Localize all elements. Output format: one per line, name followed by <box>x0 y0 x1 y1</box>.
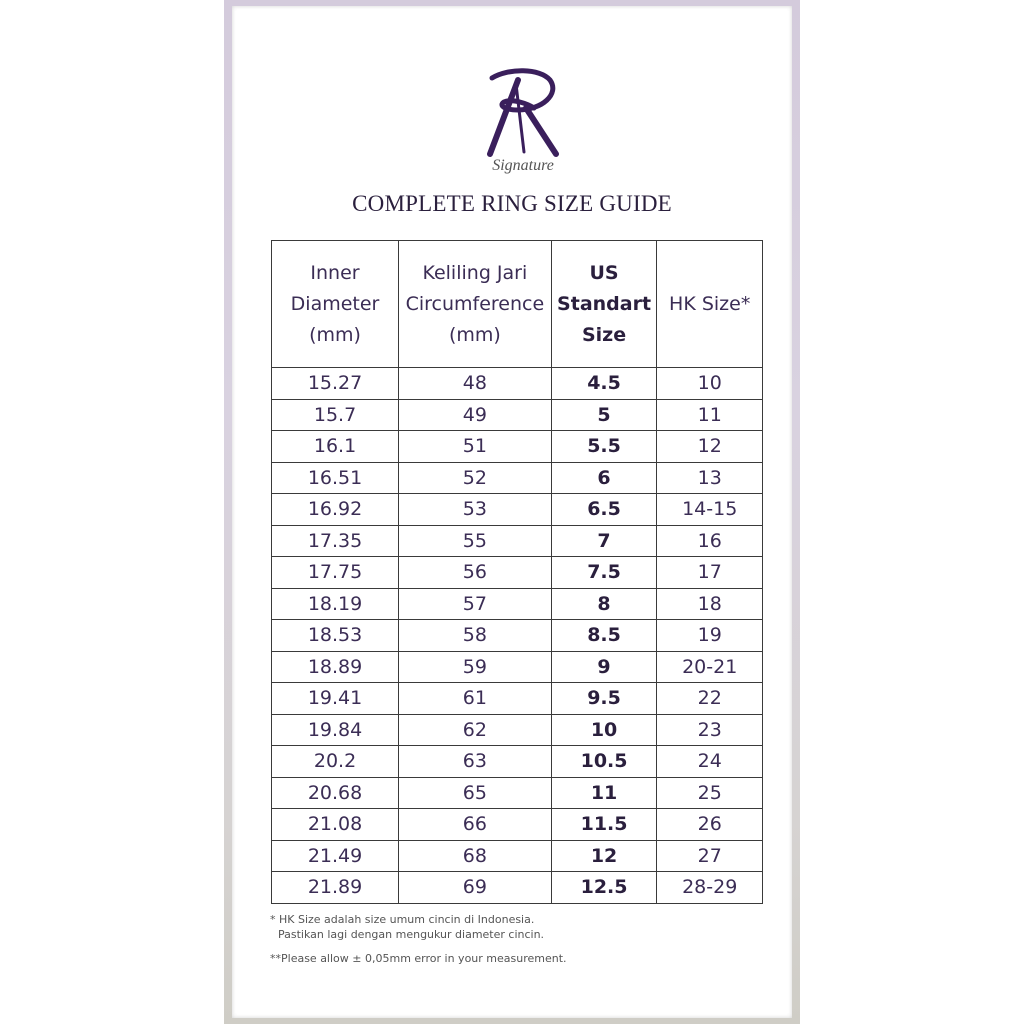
ar-monogram-logo-icon <box>478 66 568 176</box>
header-text: Size <box>581 323 627 346</box>
cell-us-size: 10.5 <box>551 746 657 778</box>
cell-inner-diameter: 18.89 <box>272 651 399 683</box>
cell-inner-diameter: 16.51 <box>272 462 399 494</box>
cell-circumference: 66 <box>399 809 552 841</box>
cell-circumference: 56 <box>399 557 552 589</box>
cell-us-size: 7 <box>551 525 657 557</box>
cell-us-size: 8 <box>551 588 657 620</box>
header-text: Diameter <box>290 292 380 315</box>
table-header-row <box>272 241 763 368</box>
cell-us-size: 12 <box>551 840 657 872</box>
column-header-inner-diameter <box>272 241 399 368</box>
cell-inner-diameter: 15.27 <box>272 368 399 400</box>
header-text: Keliling Jari <box>422 261 528 284</box>
column-header-us-size <box>551 241 657 368</box>
footnote-hk-size-cont: Pastikan lagi dengan mengukur diameter cincin. <box>278 928 545 941</box>
table-row <box>272 840 763 872</box>
table-row <box>272 494 763 526</box>
cell-circumference: 59 <box>399 651 552 683</box>
cell-inner-diameter: 17.75 <box>272 557 399 589</box>
cell-circumference: 68 <box>399 840 552 872</box>
table-row <box>272 399 763 431</box>
column-header-hk-size <box>657 241 763 368</box>
cell-us-size: 9 <box>551 651 657 683</box>
cell-us-size: 6.5 <box>551 494 657 526</box>
header-text: (mm) <box>309 323 361 346</box>
cell-inner-diameter: 19.41 <box>272 683 399 715</box>
cell-inner-diameter: 16.1 <box>272 431 399 463</box>
cell-us-size: 7.5 <box>551 557 657 589</box>
table-row <box>272 714 763 746</box>
table-row <box>272 809 763 841</box>
cell-hk-size: 17 <box>657 557 763 589</box>
cell-hk-size: 14-15 <box>657 494 763 526</box>
cell-us-size: 8.5 <box>551 620 657 652</box>
table-row <box>272 683 763 715</box>
table-row <box>272 462 763 494</box>
cell-circumference: 61 <box>399 683 552 715</box>
cell-hk-size: 20-21 <box>657 651 763 683</box>
table-row <box>272 872 763 904</box>
cell-circumference: 58 <box>399 620 552 652</box>
cell-inner-diameter: 17.35 <box>272 525 399 557</box>
cell-hk-size: 11 <box>657 399 763 431</box>
cell-inner-diameter: 18.53 <box>272 620 399 652</box>
cell-circumference: 55 <box>399 525 552 557</box>
cell-inner-diameter: 18.19 <box>272 588 399 620</box>
cell-hk-size: 26 <box>657 809 763 841</box>
cell-hk-size: 12 <box>657 431 763 463</box>
cell-circumference: 53 <box>399 494 552 526</box>
cell-inner-diameter: 19.84 <box>272 714 399 746</box>
column-header-circumference <box>399 241 552 368</box>
footnotes <box>270 912 567 966</box>
cell-hk-size: 10 <box>657 368 763 400</box>
table-row <box>272 368 763 400</box>
cell-us-size: 9.5 <box>551 683 657 715</box>
cell-inner-diameter: 16.92 <box>272 494 399 526</box>
cell-circumference: 52 <box>399 462 552 494</box>
table-row <box>272 525 763 557</box>
cell-hk-size: 23 <box>657 714 763 746</box>
cell-inner-diameter: 20.2 <box>272 746 399 778</box>
cell-circumference: 57 <box>399 588 552 620</box>
cell-inner-diameter: 21.08 <box>272 809 399 841</box>
header-text: (mm) <box>448 323 501 346</box>
footnote-hk-size: * HK Size adalah size umum cincin di Indonesia. <box>270 913 535 926</box>
cell-inner-diameter: 20.68 <box>272 777 399 809</box>
table-row <box>272 557 763 589</box>
logo-signature-text: Signature <box>492 157 554 174</box>
header-text: Standart <box>557 292 652 315</box>
cell-hk-size: 25 <box>657 777 763 809</box>
cell-circumference: 48 <box>399 368 552 400</box>
ring-size-table <box>271 240 763 904</box>
table-row <box>272 651 763 683</box>
cell-inner-diameter: 15.7 <box>272 399 399 431</box>
footnote-measurement-error: **Please allow ± 0,05mm error in your measurement. <box>270 952 567 965</box>
header-text: US <box>589 261 619 284</box>
table-row <box>272 431 763 463</box>
page-frame <box>224 0 800 1024</box>
table-row <box>272 777 763 809</box>
cell-inner-diameter: 21.89 <box>272 872 399 904</box>
page-title: COMPLETE RING SIZE GUIDE <box>352 191 672 216</box>
cell-circumference: 65 <box>399 777 552 809</box>
cell-hk-size: 28-29 <box>657 872 763 904</box>
table-row <box>272 620 763 652</box>
cell-us-size: 12.5 <box>551 872 657 904</box>
cell-circumference: 51 <box>399 431 552 463</box>
cell-hk-size: 22 <box>657 683 763 715</box>
cell-circumference: 63 <box>399 746 552 778</box>
cell-inner-diameter: 21.49 <box>272 840 399 872</box>
cell-hk-size: 16 <box>657 525 763 557</box>
cell-us-size: 11.5 <box>551 809 657 841</box>
table-body <box>272 368 763 904</box>
cell-hk-size: 13 <box>657 462 763 494</box>
cell-circumference: 62 <box>399 714 552 746</box>
table-row <box>272 746 763 778</box>
size-guide-card <box>232 6 792 1018</box>
cell-hk-size: 27 <box>657 840 763 872</box>
cell-us-size: 11 <box>551 777 657 809</box>
cell-us-size: 4.5 <box>551 368 657 400</box>
cell-us-size: 10 <box>551 714 657 746</box>
header-text: Circumference <box>405 292 545 315</box>
cell-us-size: 5 <box>551 399 657 431</box>
header-text: Inner <box>310 261 360 284</box>
cell-hk-size: 19 <box>657 620 763 652</box>
table-row <box>272 588 763 620</box>
cell-circumference: 49 <box>399 399 552 431</box>
cell-circumference: 69 <box>399 872 552 904</box>
header-text: HK Size* <box>669 292 751 315</box>
cell-us-size: 5.5 <box>551 431 657 463</box>
cell-hk-size: 18 <box>657 588 763 620</box>
cell-hk-size: 24 <box>657 746 763 778</box>
cell-us-size: 6 <box>551 462 657 494</box>
